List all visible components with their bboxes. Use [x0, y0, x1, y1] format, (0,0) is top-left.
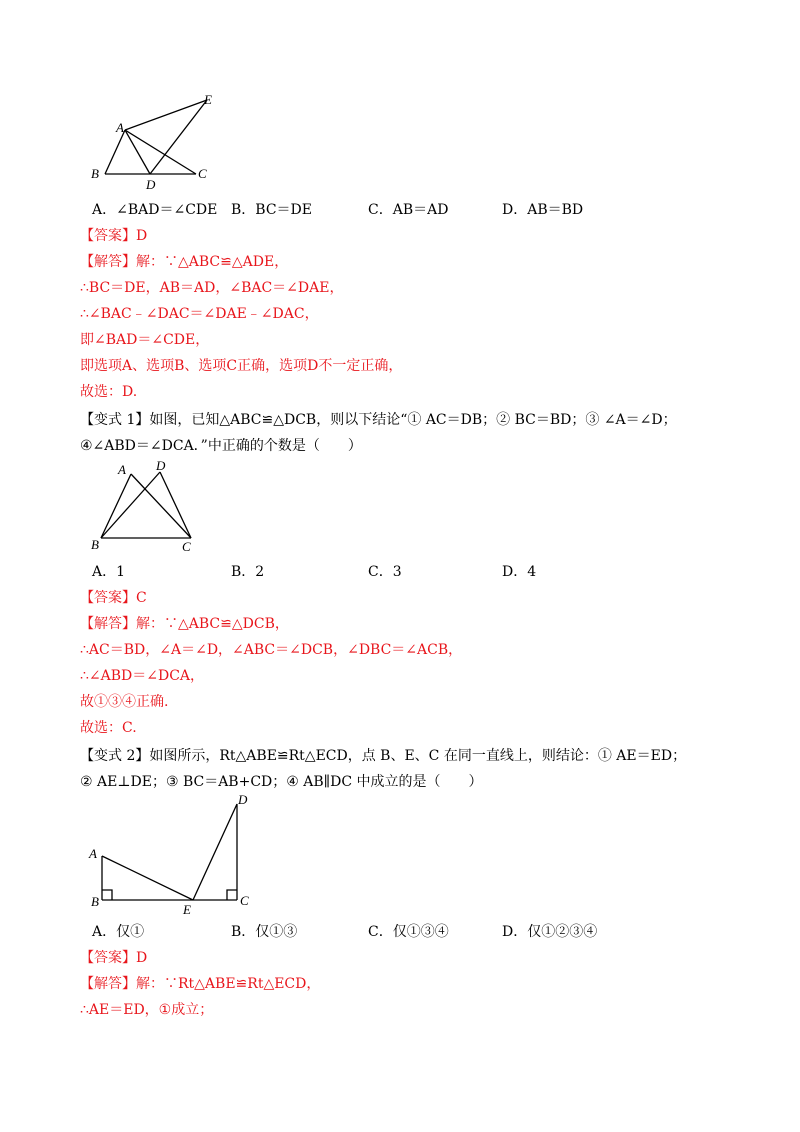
q0-solution-line-6: 故选：D. [80, 384, 138, 400]
fig1-label-e: E [204, 92, 212, 107]
q0-solution-line-3: ∴∠BAC﹣∠DAC＝∠DAE﹣∠DAC， [80, 306, 319, 322]
q0-solution-line-1: 【解答】解：∵△ABC≌△ADE， [80, 254, 289, 270]
fig3-label-b: B [91, 894, 99, 909]
variant1-option-b: B．2 [231, 564, 265, 580]
fig2-label-c: C [182, 539, 191, 554]
variant1-option-a: A．1 [92, 564, 126, 580]
fig2-label-b: B [91, 537, 99, 552]
figure-triangles-ade [88, 90, 228, 190]
variant1-solution-line-1: 【解答】解：∵△ABC≌△DCB， [80, 616, 289, 632]
fig2-label-a: A [118, 462, 126, 477]
variant1-option-d: D．4 [502, 564, 537, 580]
q0-option-a: A．∠BAD＝∠CDE [92, 202, 218, 218]
q0-option-b: B．BC＝DE [231, 202, 312, 218]
fig1-label-b: B [91, 166, 99, 181]
variant2-option-c: C．仅①③④ [368, 924, 449, 940]
variant1-solution-line-5: 故选：C. [80, 720, 137, 736]
variant2-question-line-2: ② AE⊥DE；③ BC＝AB+CD；④ AB∥DC 中成立的是（ ） [80, 774, 483, 790]
q0-solution-line-2: ∴BC＝DE，AB＝AD，∠BAC＝∠DAE， [80, 280, 344, 296]
variant2-option-a: A．仅① [92, 924, 145, 940]
variant1-answer: 【答案】C [80, 590, 147, 606]
variant1-solution-line-3: ∴∠ABD＝∠DCA， [80, 668, 205, 684]
fig3-label-d: D [238, 792, 248, 807]
variant2-solution-line-2: ∴AE＝ED，①成立； [80, 1002, 214, 1018]
variant2-option-b: B．仅①③ [231, 924, 298, 940]
variant1-solution-line-2: ∴AC＝BD，∠A＝∠D，∠ABC＝∠DCB，∠DBC＝∠ACB， [80, 642, 463, 658]
fig3-label-a: A [89, 846, 97, 861]
variant2-solution-line-1: 【解答】解：∵Rt△ABE≌Rt△ECD， [80, 976, 321, 992]
fig3-label-e: E [183, 902, 191, 917]
figure-right-triangles-abe-ecd [86, 790, 256, 920]
q0-solution-line-5: 即选项A、选项B、选项C正确，选项D不一定正确， [80, 358, 403, 374]
q0-solution-line-4: 即∠BAD＝∠CDE， [80, 332, 210, 348]
variant1-question-line-2: ④∠ABD＝∠DCA．”中正确的个数是（ ） [80, 438, 362, 454]
q0-option-d: D．AB＝BD [502, 202, 584, 218]
q0-option-c: C．AB＝AD [368, 202, 449, 218]
fig3-label-c: C [240, 893, 249, 908]
variant2-question-line-1: 【变式 2】如图所示，Rt△ABE≌Rt△ECD，点 B、E、C 在同一直线上，则结论：① AE＝ED； [80, 748, 687, 764]
fig1-label-a: A [116, 120, 124, 135]
fig1-label-c: C [198, 166, 207, 181]
fig1-label-d: D [146, 177, 156, 190]
fig2-label-d: D [156, 458, 166, 473]
variant2-answer: 【答案】D [80, 950, 148, 966]
q0-answer: 【答案】D [80, 228, 148, 244]
variant1-question-line-1: 【变式 1】如图，已知△ABC≌△DCB，则以下结论“① AC＝DB；② BC＝BD；③ ∠A＝∠D； [80, 412, 677, 428]
variant1-solution-line-4: 故①③④正确. [80, 694, 169, 710]
variant2-option-d: D．仅①②③④ [502, 924, 598, 940]
variant1-option-c: C．3 [368, 564, 402, 580]
figure-triangles-abc-dcb [88, 456, 208, 556]
